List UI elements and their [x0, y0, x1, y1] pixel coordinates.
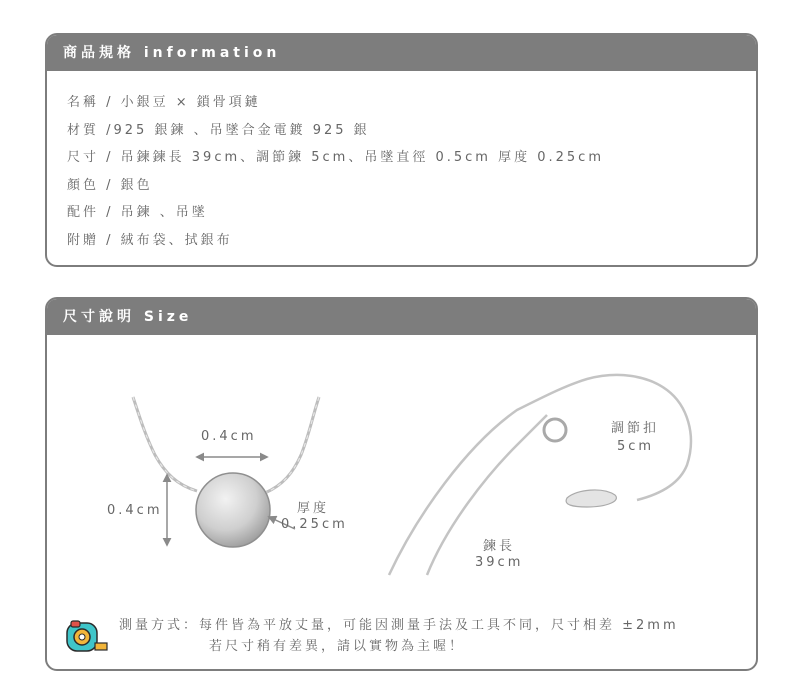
necklace-illustration — [47, 335, 756, 585]
pendant-disc — [196, 473, 270, 547]
extender-tag — [566, 490, 616, 507]
pendant-width-label: 0.4cm — [201, 429, 257, 444]
spec-accessories: 配件 / 吊鍊 、吊墜 — [67, 205, 208, 221]
spec-material: 材質 /925 銀鍊 、吊墜合金電鍍 925 銀 — [67, 122, 370, 138]
pendant-height-label: 0.4cm — [107, 503, 163, 518]
info-panel-title: 商品規格 information — [47, 35, 756, 71]
chain-length-label-value: 39cm — [475, 555, 524, 570]
pendant-chain-right — [265, 397, 319, 493]
measurement-note — [119, 615, 679, 657]
measuring-tape-icon — [65, 619, 109, 653]
spec-name: 名稱 / 小銀豆 × 鎖骨項鏈 — [67, 95, 261, 110]
adjust-label-value: 5cm — [617, 439, 655, 454]
measurement-note-line2: 若尺寸稍有差異，請以實物為主喔！ — [209, 639, 466, 654]
spec-color: 顏色 / 銀色 — [67, 177, 153, 193]
spec-dimensions: 尺寸 / 吊鍊鍊長 39cm、調節鍊 5cm、吊墜直徑 0.5cm 厚度 0.25cm — [67, 150, 604, 166]
chain-length-label-title: 鍊長 — [483, 539, 516, 554]
info-panel — [45, 33, 758, 267]
measurement-note-line1: 測量方式：每件皆為平放丈量，可能因測量手法及工具不同，尺寸相差 ±2mm — [119, 618, 679, 633]
thickness-label-value: 0.25cm — [281, 517, 348, 532]
spec-gifts: 附贈 / 絨布袋、拭銀布 — [67, 232, 233, 248]
full-necklace-chain — [389, 375, 691, 575]
thickness-label-title: 厚度 — [297, 501, 330, 516]
spec-list — [47, 71, 756, 255]
size-panel — [45, 297, 758, 671]
pendant-chain-left — [133, 397, 197, 491]
size-panel-title: 尺寸說明 Size — [47, 299, 756, 335]
adjust-label-title: 調節扣 — [611, 421, 660, 436]
clasp-ring — [544, 419, 566, 441]
